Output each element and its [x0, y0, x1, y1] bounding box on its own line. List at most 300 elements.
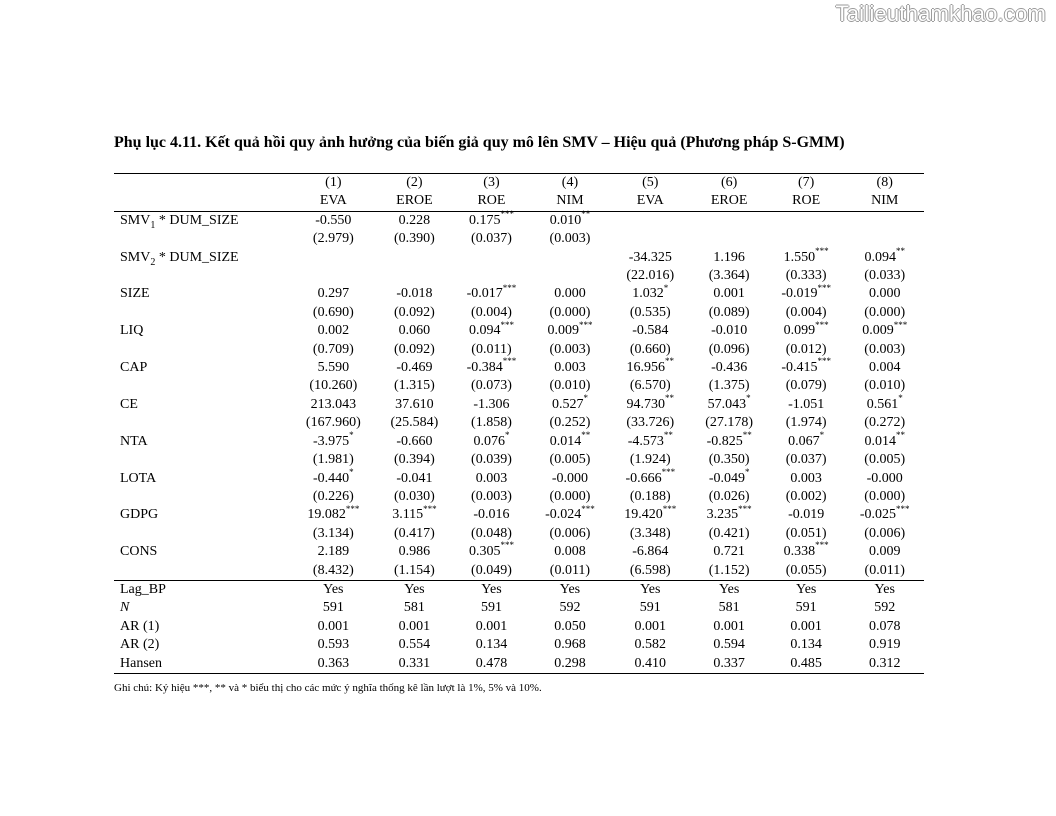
standard-error: [290, 304, 377, 322]
stat-value: [609, 580, 691, 599]
cell-value: 0.001: [713, 286, 745, 302]
cell-value: (0.089): [708, 304, 750, 320]
stat-value: [452, 655, 530, 674]
cell-value: 1.550: [783, 249, 816, 265]
coefficient: [377, 211, 453, 230]
cell-value: (0.000): [864, 304, 906, 320]
cell-value: 0.009: [868, 544, 901, 560]
coefficient: [290, 359, 377, 377]
coefficient: [377, 396, 453, 414]
model-number: [691, 174, 767, 193]
watermark: Tailieuthamkhao.com: [835, 1, 1046, 26]
coefficient: [452, 470, 530, 488]
standard-error: [290, 451, 377, 469]
se-row: [114, 341, 924, 359]
cell-value: 57.043: [707, 396, 747, 412]
stat-value: [691, 655, 767, 674]
header-label: [114, 174, 290, 193]
standard-error: [377, 267, 453, 285]
variable-label: [114, 396, 290, 414]
coef-row: [114, 543, 924, 561]
variable-label: [114, 543, 290, 561]
significance-stars: **: [895, 245, 905, 256]
stat-value: [767, 580, 845, 599]
model-number: [609, 174, 691, 193]
cell-value: (0.039): [471, 452, 512, 468]
standard-error: [290, 230, 377, 248]
stat-value: [531, 599, 609, 617]
cell-value: Yes: [404, 581, 425, 597]
cell-value: (0.350): [708, 452, 750, 468]
standard-error: [290, 377, 377, 395]
variable-label: [114, 433, 290, 451]
cell-value: -0.000: [866, 470, 903, 486]
cell-value: (0.051): [785, 525, 827, 541]
standard-error: [609, 414, 691, 432]
coef-row: [114, 249, 924, 267]
se-label: [114, 341, 290, 359]
cell-value: (0.188): [629, 488, 671, 504]
model-number: [377, 174, 453, 193]
cell-value: 16.956: [626, 360, 666, 376]
coefficient: [290, 322, 377, 340]
dependent-variable: [845, 192, 924, 211]
cell-value: -0.440: [312, 470, 350, 486]
cell-value: Yes: [481, 581, 502, 597]
significance-stars: *: [583, 393, 588, 404]
stat-value: [845, 655, 924, 674]
standard-error: [691, 562, 767, 581]
se-row: [114, 488, 924, 506]
cell-value: (3): [483, 175, 500, 190]
stat-value: [531, 655, 609, 674]
standard-error: [531, 377, 609, 395]
cell-value: (0.004): [471, 304, 512, 320]
cell-value: 591: [480, 600, 502, 616]
coefficient: [290, 430, 377, 451]
standard-error: [609, 267, 691, 285]
cell-value: 0.305: [468, 544, 501, 560]
significance-stars: ***: [423, 503, 437, 514]
cell-value: -0.584: [632, 323, 669, 339]
stat-label: [114, 618, 290, 636]
cell-value: (0.096): [708, 341, 750, 357]
cell-value: (8): [876, 175, 893, 190]
stat-value: [377, 636, 453, 654]
stat-value: [609, 618, 691, 636]
coefficient: [452, 249, 530, 267]
coefficient: [377, 543, 453, 561]
coefficient: [452, 356, 530, 377]
cell-value: (0.011): [864, 562, 905, 578]
cell-value: NIM: [871, 193, 899, 209]
cell-value: -1.306: [473, 396, 510, 412]
standard-error: [377, 562, 453, 581]
cell-value: 0.008: [554, 544, 586, 560]
cell-value: 0.001: [634, 618, 667, 634]
cell-value: (0.079): [785, 378, 827, 394]
cell-value: 0.331: [398, 655, 431, 671]
coefficient: [845, 359, 924, 377]
standard-error: [767, 304, 845, 322]
standard-error: [377, 525, 453, 543]
cell-value: (0.092): [394, 304, 435, 320]
coefficient: [531, 543, 609, 561]
standard-error: [767, 414, 845, 432]
standard-error: [609, 230, 691, 248]
cell-value: (0.012): [785, 341, 827, 357]
coefficient: [377, 285, 453, 303]
cell-value: (5): [642, 175, 659, 190]
model-number: [290, 174, 377, 193]
significance-stars: ***: [581, 503, 595, 514]
coefficient: [377, 433, 453, 451]
coefficient: [452, 319, 530, 340]
coefficient: [691, 359, 767, 377]
coefficient: [767, 282, 845, 303]
coefficient: [691, 285, 767, 303]
coefficient: [377, 503, 453, 524]
cell-value: 0.076: [473, 433, 505, 449]
cell-value: 591: [795, 600, 817, 616]
dependent-variable: [767, 192, 845, 211]
cell-value: -6.864: [632, 544, 669, 560]
cell-value: (1.858): [471, 415, 512, 431]
cell-value: (0.005): [864, 452, 906, 468]
cell-value: 0.175: [468, 212, 501, 228]
cell-value: 3.235: [706, 507, 739, 523]
cell-value: 0.001: [317, 618, 350, 634]
variable-label: [114, 470, 290, 488]
stat-value: [691, 599, 767, 617]
standard-error: [452, 451, 530, 469]
coefficient: [531, 211, 609, 230]
coefficient: [767, 470, 845, 488]
cell-value: 0.134: [790, 637, 822, 653]
significance-stars: ***: [893, 319, 908, 330]
cell-value: -0.017: [466, 286, 503, 302]
coefficient: [452, 396, 530, 414]
standard-error: [531, 267, 609, 285]
cell-value: EVA: [636, 193, 664, 209]
significance-stars: **: [895, 430, 905, 441]
coef-row: [114, 322, 924, 340]
standard-error: [609, 341, 691, 359]
se-row: [114, 267, 924, 285]
stat-row: [114, 618, 924, 636]
coefficient: [609, 249, 691, 267]
cell-value: 0.060: [398, 323, 431, 339]
stat-value: [531, 636, 609, 654]
significance-stars: *: [663, 282, 669, 293]
standard-error: [845, 377, 924, 395]
coefficient: [845, 211, 924, 230]
standard-error: [377, 451, 453, 469]
standard-error: [290, 562, 377, 581]
significance-stars: ***: [500, 319, 514, 330]
cell-value: -0.010: [711, 323, 748, 339]
significance-stars: ***: [502, 282, 517, 293]
standard-error: [377, 230, 453, 248]
standard-error: [609, 304, 691, 322]
standard-error: [767, 488, 845, 506]
cell-value: (0.417): [394, 525, 435, 541]
dependent-variable: [377, 192, 453, 211]
cell-value: Yes: [718, 581, 740, 597]
stat-value: [377, 580, 453, 599]
standard-error: [452, 341, 530, 359]
cell-value: -0.825: [706, 433, 743, 449]
stat-name: Lag_BP: [120, 581, 166, 597]
variable-suffix: * DUM_SIZE: [155, 212, 239, 228]
cell-value: (0.033): [864, 268, 906, 284]
stat-row: [114, 599, 924, 617]
significance-stars: ***: [502, 356, 517, 367]
coefficient: [845, 543, 924, 561]
se-label: [114, 304, 290, 322]
coefficient: [767, 319, 845, 340]
cell-value: EROE: [396, 193, 433, 209]
cell-value: (0.660): [629, 341, 671, 357]
dependent-row: [114, 192, 924, 211]
cell-value: 0.001: [475, 618, 508, 634]
cell-value: (0.000): [864, 488, 906, 504]
coef-row: [114, 211, 924, 230]
cell-value: -3.975: [312, 433, 350, 449]
significance-stars: ***: [578, 319, 593, 330]
coefficient: [691, 543, 767, 561]
model-number: [452, 174, 530, 193]
variable-label: [114, 322, 290, 340]
stat-value: [691, 618, 767, 636]
cell-value: ROE: [477, 193, 506, 209]
variable-label: [114, 506, 290, 524]
cell-value: -0.025: [859, 507, 897, 523]
cell-value: 0.721: [713, 544, 745, 560]
cell-value: (0.073): [471, 378, 512, 394]
cell-value: (0.055): [785, 562, 827, 578]
coefficient: [691, 211, 767, 230]
standard-error: [609, 377, 691, 395]
standard-error: [377, 304, 453, 322]
cell-value: 0.067: [788, 433, 820, 449]
cell-value: 0.968: [554, 637, 586, 653]
coefficient: [452, 506, 530, 524]
cell-value: (8.432): [312, 562, 354, 578]
stat-value: [691, 580, 767, 599]
se-row: [114, 525, 924, 543]
cell-value: Yes: [640, 581, 661, 597]
cell-value: (0.003): [864, 341, 906, 357]
standard-error: [377, 341, 453, 359]
coef-row: [114, 470, 924, 488]
standard-error: [845, 414, 924, 432]
coefficient: [290, 466, 377, 488]
cell-value: -0.415: [781, 360, 818, 376]
cell-value: (0.226): [312, 488, 354, 504]
standard-error: [845, 562, 924, 581]
cell-value: 0.009: [547, 323, 579, 339]
standard-error: [531, 525, 609, 543]
standard-error: [377, 488, 453, 506]
stat-value: [290, 599, 377, 617]
coefficient: [290, 211, 377, 230]
se-label: [114, 377, 290, 395]
coefficient: [609, 466, 691, 488]
stat-value: [531, 618, 609, 636]
regression-table: [114, 173, 924, 674]
coefficient: [691, 249, 767, 267]
coefficient: [609, 430, 691, 451]
coefficient: [452, 211, 530, 230]
standard-error: [531, 341, 609, 359]
cell-value: (1.375): [708, 378, 750, 394]
cell-value: 0.001: [398, 618, 431, 634]
standard-error: [691, 488, 767, 506]
standard-error: [531, 230, 609, 248]
stat-value: [691, 636, 767, 654]
cell-value: 0.228: [398, 212, 431, 228]
cell-value: 0.593: [317, 637, 350, 653]
standard-error: [845, 267, 924, 285]
significance-stars: *: [349, 430, 354, 441]
cell-value: (0.011): [471, 341, 512, 357]
cell-value: 0.094: [864, 249, 896, 265]
standard-error: [531, 488, 609, 506]
cell-value: (1.154): [394, 562, 435, 578]
coefficient: [531, 359, 609, 377]
cell-value: 0.001: [713, 618, 745, 634]
standard-error: [377, 414, 453, 432]
cell-value: 0.000: [554, 286, 586, 302]
cell-value: (0.421): [708, 525, 750, 541]
cell-value: 0.000: [868, 286, 901, 302]
cell-value: 0.297: [317, 286, 350, 302]
cell-value: 0.014: [864, 433, 896, 449]
cell-value: (167.960): [305, 415, 361, 431]
standard-error: [767, 451, 845, 469]
standard-error: [691, 414, 767, 432]
cell-value: (3.134): [312, 525, 354, 541]
cell-value: ROE: [792, 193, 821, 209]
stat-value: [609, 655, 691, 674]
cell-value: (0.003): [471, 488, 512, 504]
cell-value: -0.660: [396, 433, 433, 449]
variable-subscript: 2: [150, 256, 156, 268]
cell-value: 0.986: [398, 544, 431, 560]
standard-error: [845, 525, 924, 543]
cell-value: (0.003): [549, 341, 591, 357]
standard-error: [452, 304, 530, 322]
stat-label: [114, 580, 290, 599]
significance-stars: ***: [815, 319, 829, 330]
cell-value: 19.082: [307, 507, 346, 523]
dependent-variable: [290, 192, 377, 211]
cell-value: (0.010): [549, 378, 591, 394]
cell-value: NIM: [556, 193, 584, 209]
significance-stars: ***: [662, 503, 677, 514]
cell-value: 0.554: [398, 637, 431, 653]
cell-value: 581: [403, 600, 425, 616]
coef-row: [114, 285, 924, 303]
coefficient: [609, 503, 691, 524]
stat-value: [290, 580, 377, 599]
coefficient: [290, 503, 377, 524]
table-title: Phụ lục 4.11. Kết quả hồi quy ảnh hưởng của biến giả quy mô lên SMV – Hiệu quả (Phương pháp S-GMM): [114, 134, 845, 151]
cell-value: 0.919: [868, 637, 901, 653]
dependent-variable: [609, 192, 691, 211]
cell-value: Yes: [323, 581, 344, 597]
cell-value: (1.315): [394, 378, 435, 394]
cell-value: (0.252): [549, 415, 591, 431]
variable-label: [114, 359, 290, 377]
standard-error: [452, 414, 530, 432]
variable-name: CAP: [120, 360, 148, 376]
cell-value: 0.582: [634, 637, 667, 653]
se-label: [114, 414, 290, 432]
coefficient: [691, 466, 767, 488]
standard-error: [290, 267, 377, 285]
footnote: Ghi chú: Ký hiệu ***, ** và * biểu thị cho các mức ý nghĩa thống kê lần lượt là 1%, 5% và 10%.: [114, 682, 542, 694]
standard-error: [452, 525, 530, 543]
cell-value: 0.337: [713, 655, 745, 671]
coefficient: [767, 540, 845, 561]
cell-value: -0.019: [788, 507, 825, 523]
cell-value: 0.094: [468, 323, 501, 339]
standard-error: [845, 341, 924, 359]
cell-value: 0.485: [790, 655, 822, 671]
coefficient: [845, 319, 924, 340]
cell-value: (1.924): [629, 452, 671, 468]
significance-stars: *: [819, 430, 825, 441]
coefficient: [845, 393, 924, 414]
standard-error: [290, 488, 377, 506]
coefficient: [531, 249, 609, 267]
cell-value: 0.014: [549, 433, 582, 449]
standard-error: [691, 230, 767, 248]
standard-error: [531, 451, 609, 469]
coefficient: [609, 211, 691, 230]
dependent-variable: [531, 192, 609, 211]
cell-value: (0.005): [549, 452, 591, 468]
coefficient: [691, 393, 767, 414]
variable-name: SMV: [120, 212, 151, 228]
stat-value: [452, 618, 530, 636]
stat-name: N: [120, 600, 130, 616]
stat-value: [845, 636, 924, 654]
se-label: [114, 525, 290, 543]
cell-value: (27.178): [705, 415, 754, 431]
cell-value: 3.115: [392, 507, 424, 523]
cell-value: Yes: [559, 581, 581, 597]
dependent-variable: [452, 192, 530, 211]
coef-row: [114, 433, 924, 451]
significance-stars: ***: [661, 466, 676, 477]
standard-error: [452, 267, 530, 285]
cell-value: 37.610: [395, 396, 434, 412]
cell-value: 5.590: [317, 360, 350, 376]
significance-stars: ***: [817, 356, 832, 367]
cell-value: 0.003: [790, 470, 822, 486]
cell-value: 0.338: [783, 544, 816, 560]
cell-value: -0.024: [545, 507, 582, 523]
standard-error: [691, 451, 767, 469]
stat-value: [767, 636, 845, 654]
coef-row: [114, 396, 924, 414]
stat-row: [114, 636, 924, 654]
cell-value: -0.018: [396, 286, 433, 302]
cell-value: (0.030): [394, 488, 435, 504]
